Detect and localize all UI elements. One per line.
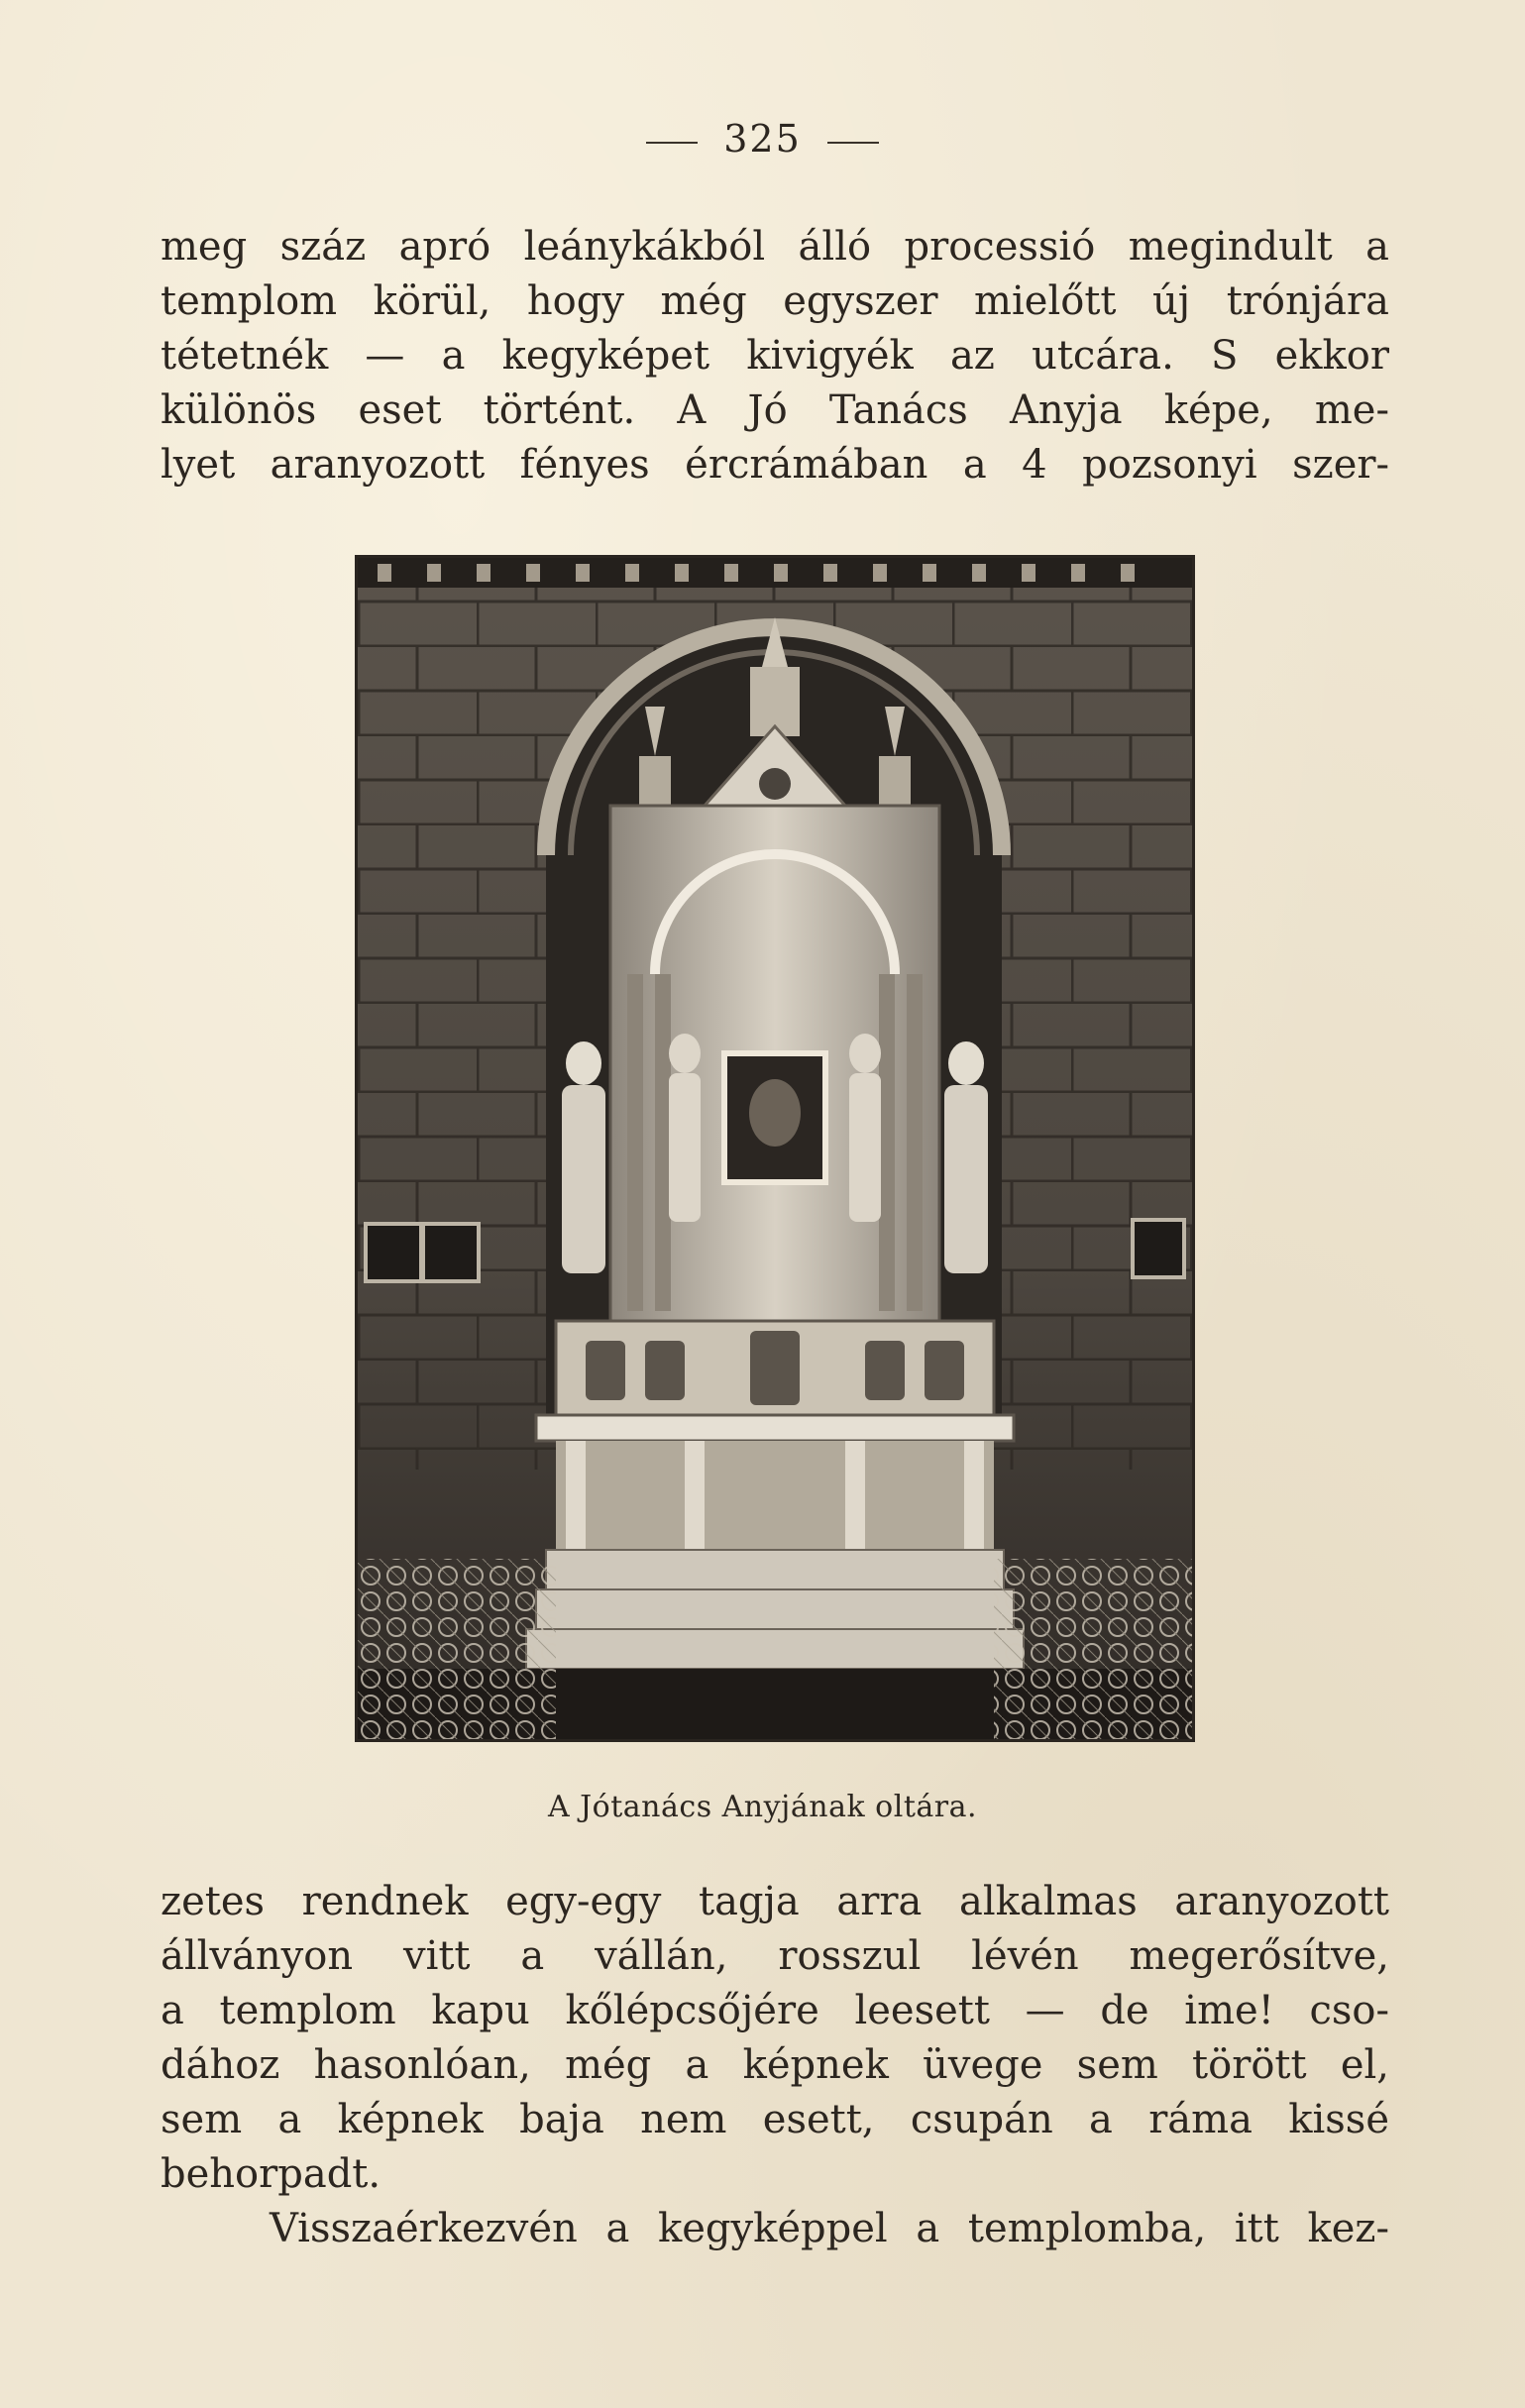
text-line: a templom kapu kőlépcsőjére leesett — de ime! cso- bbox=[161, 1988, 1389, 2033]
text-line: zetes rendnek egy-egy tagja arra alkalmas aranyozott bbox=[161, 1879, 1389, 1924]
altar-illustration bbox=[358, 558, 1192, 1739]
text-line: sem a képnek baja nem esett, csupán a ráma kissé bbox=[161, 2097, 1389, 2142]
madonna-figure bbox=[749, 1079, 801, 1147]
page-number-dash-right bbox=[827, 142, 879, 144]
altar-mensa bbox=[536, 1415, 1014, 1441]
page-number-dash-left bbox=[646, 142, 698, 144]
altar-steps bbox=[526, 1550, 1024, 1669]
text-line-paragraph-start: Visszaérkezvén a kegyképpel a templomba, itt kez- bbox=[270, 2206, 1389, 2251]
page-number bbox=[0, 117, 1525, 161]
wall-picture-left-1 bbox=[366, 1224, 421, 1281]
text-line: dához hasonlóan, még a képnek üvege sem törött el, bbox=[161, 2042, 1389, 2088]
text-line: templom körül, hogy még egyszer mielőtt új trónjára bbox=[161, 278, 1389, 324]
page-number-value: 325 bbox=[723, 117, 802, 161]
figure-caption: A Jótanács Anyjának oltára. bbox=[547, 1790, 978, 1824]
wall-picture-right bbox=[1133, 1220, 1184, 1277]
text-line: lyet aranyozott fényes ércrámában a 4 pozsonyi szer- bbox=[161, 442, 1389, 488]
paragraph-top bbox=[161, 220, 1389, 493]
text-line: meg száz apró leánykákból álló processió megindult a bbox=[161, 224, 1389, 270]
text-line: különös eset történt. A Jó Tanács Anyja képe, me- bbox=[161, 387, 1389, 433]
wall-picture-left-2 bbox=[423, 1224, 479, 1281]
text-line: tétetnék — a kegyképet kivigyék az utcára. S ekkor bbox=[161, 333, 1389, 379]
iron-grille-right bbox=[994, 1559, 1192, 1739]
altar-photograph bbox=[355, 555, 1195, 1742]
altar-front bbox=[556, 1441, 994, 1550]
iron-grille-left bbox=[358, 1559, 556, 1739]
paragraph-bottom bbox=[161, 1875, 1389, 2256]
text-line: állványon vitt a vállán, rosszul lévén megerősítve, bbox=[161, 1933, 1389, 1979]
text-line: behorpadt. bbox=[161, 2151, 381, 2197]
